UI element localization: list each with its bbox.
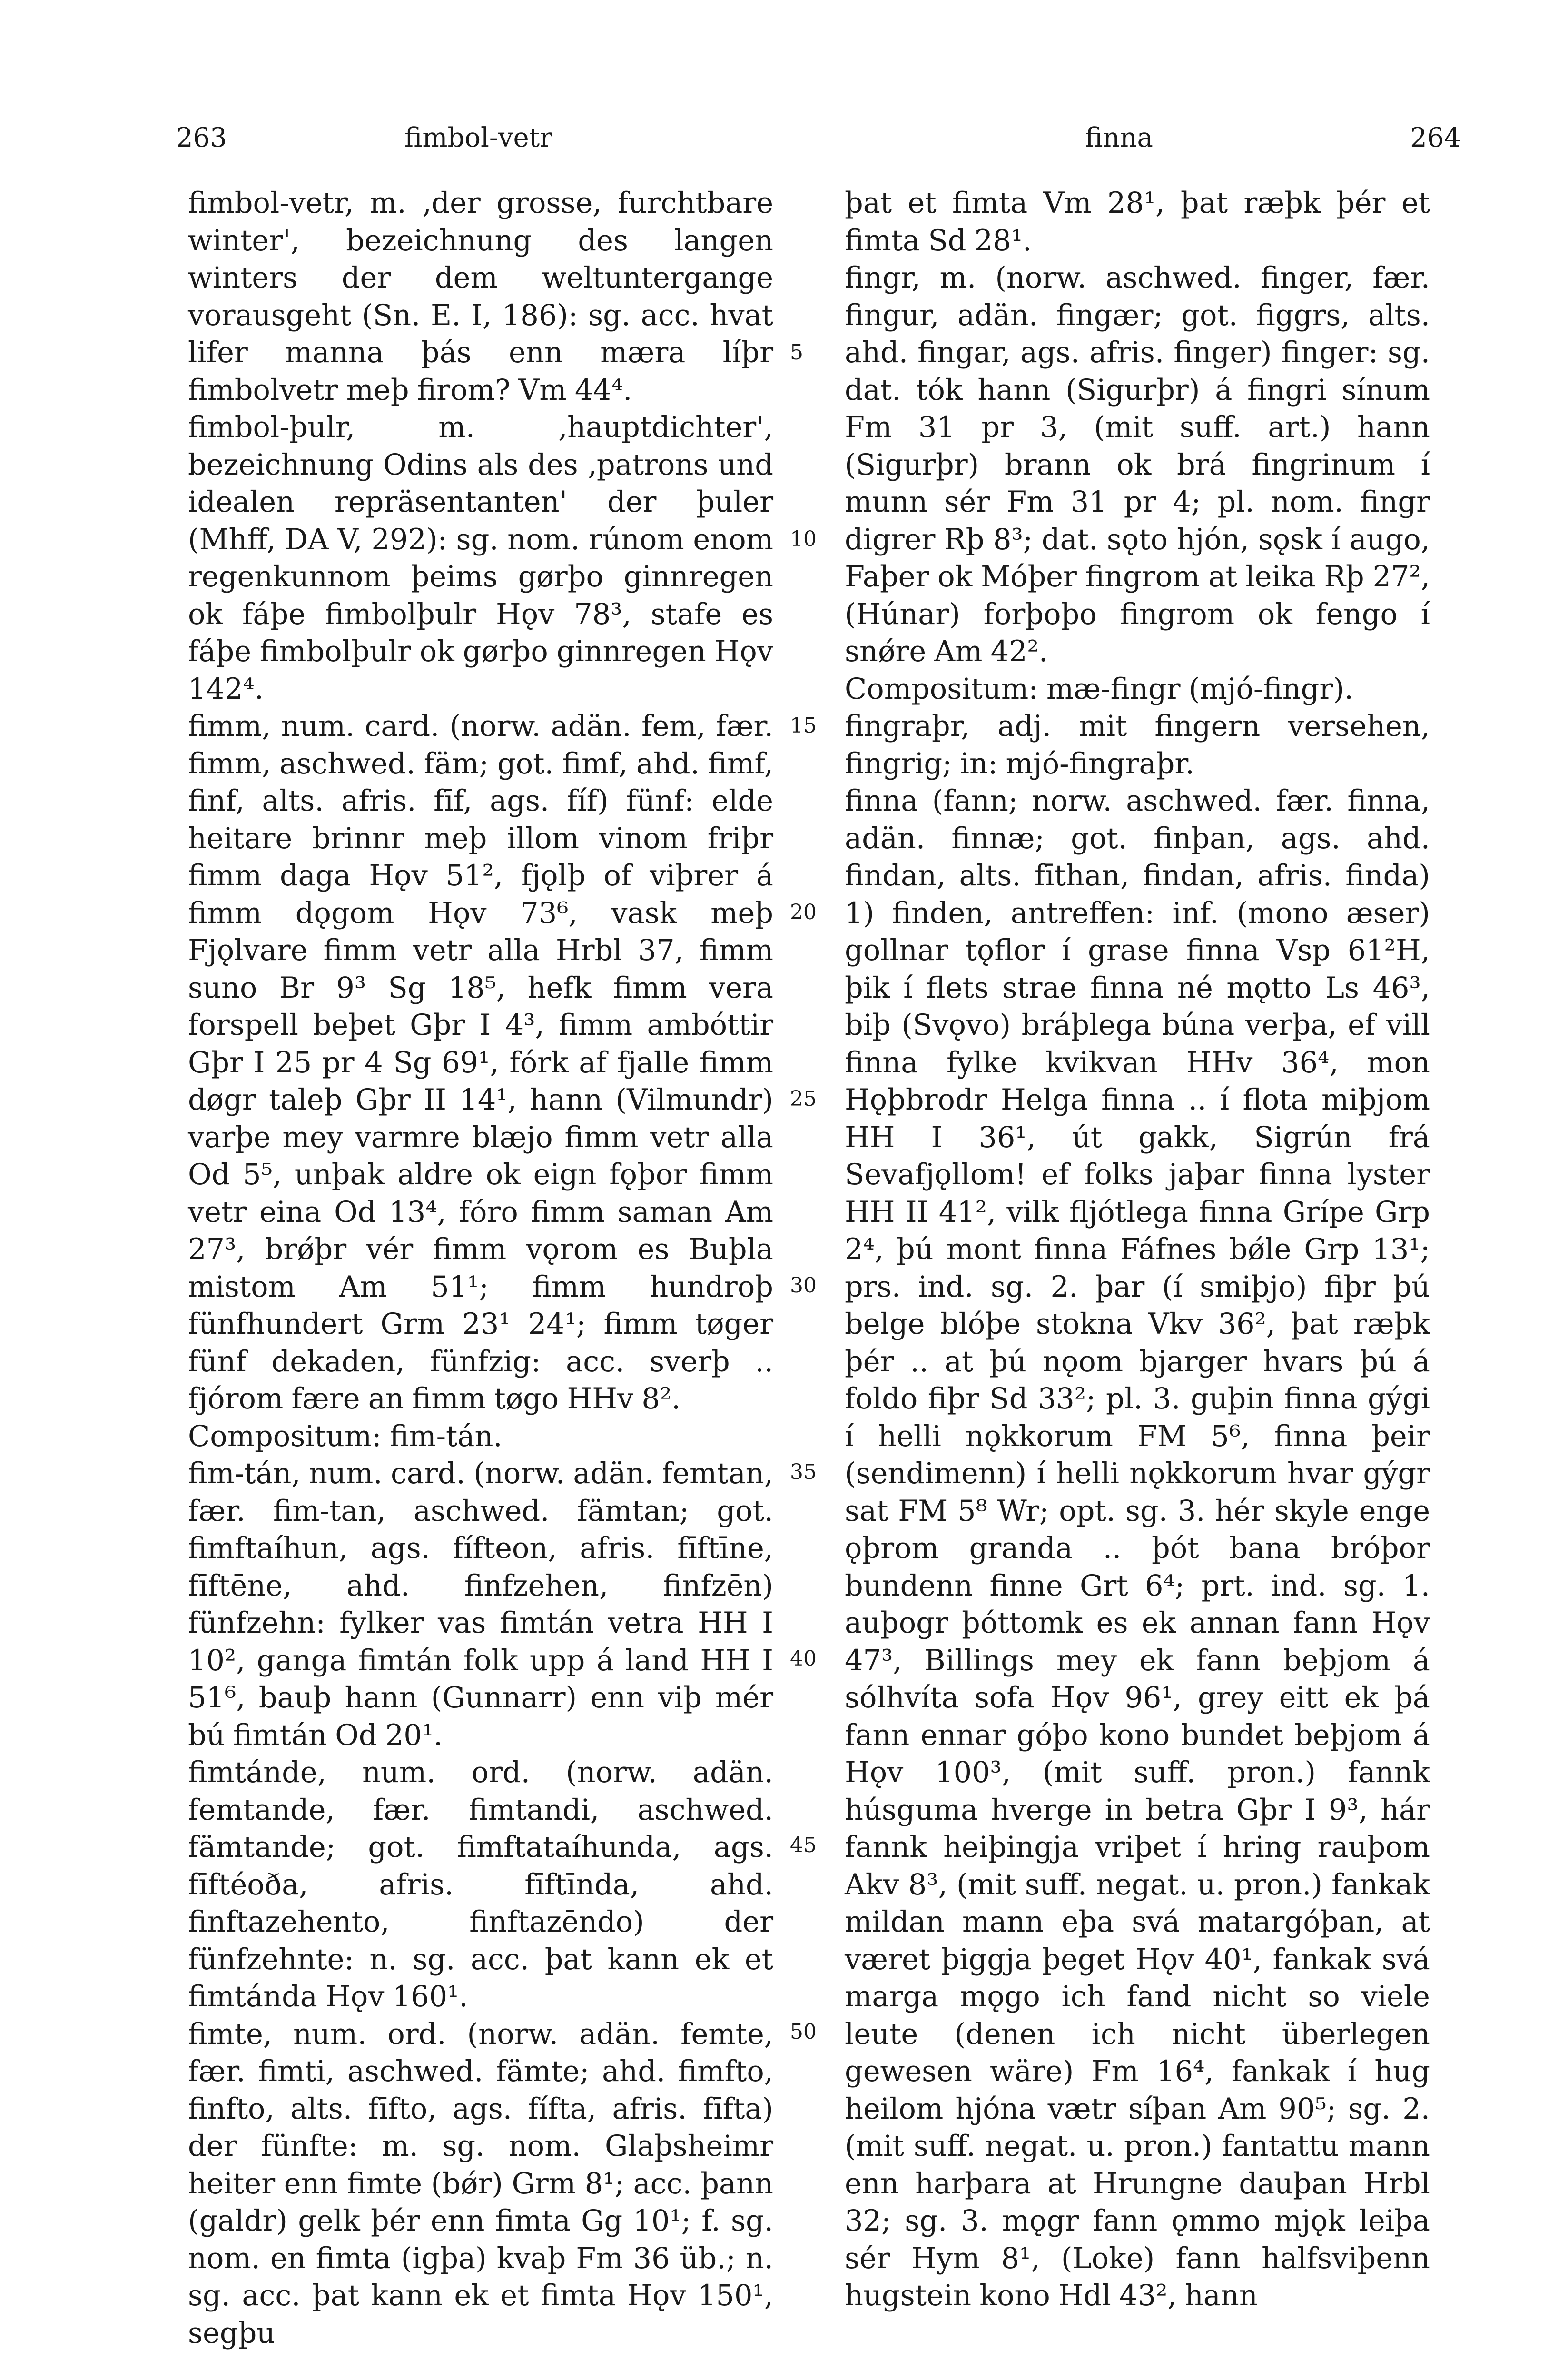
line-number: 50 xyxy=(790,2020,817,2044)
entry-fimm: fimm, num. card. (norw. adän. fem, fær. fimm, aschwed. fäm; got. fimf, ahd. fimf, finf, alts. afris. fīf, ags. fíf) fünf: elde heitare brinnr meþ illom vinom friþr fimm daga Hǫv 51², fjǫlþ of viþrer á fimm dǫgom Hǫv 73⁶, vask meþ Fjǫlvare fimm vetr alla Hrbl 37, fimm suno Br 9³ Sg 18⁵, hefk fimm vera forspell beþet Gþr I 4³, fimm ambóttir Gþr I 25 pr 4 Sg 69¹, fórk af fjalle fimm døgr taleþ Gþr II 14¹, hann (Vilmundr) varþe mey varmre blæjo fimm vetr alla Od 5⁵, unþak aldre ok eign fǫþor fimm vetr eina Od 13⁴, fóro fimm saman Am 27³, brǿþr vér fimm vǫrom es Buþla mistom Am 51¹; fimm hundroþ fünfhundert Grm 23¹ 24¹; fimm tøger fünf dekaden, fünfzig: acc. sverþ .. fjórom fære an fimm tøgo HHv 8². xyxy=(188,710,773,1416)
compositum-fingr: Compositum: mæ-fingr (mjó-fingr). xyxy=(845,672,1354,706)
line-number: 35 xyxy=(790,1460,817,1484)
line-number: 40 xyxy=(790,1646,817,1671)
left-column xyxy=(188,185,773,2352)
line-number: 10 xyxy=(790,527,817,551)
running-headword-right: finna xyxy=(1085,122,1153,153)
entry-fim-tan: fim-tán, num. card. (norw. adän. femtan, fær. fim-tan, aschwed. fämtan; got. fimftaíhun, ags. fífteon, afris. fīftīne, fīftēne, ahd. finfzehen, finfzēn) fünfzehn: fylker vas fimtán vetra HH I 10², ganga fimtán folk upp á land HH I 51⁶, bauþ hann (Gunnarr) enn viþ mér bú fimtán Od 20¹. xyxy=(188,1457,773,1752)
entry-fimbol-vetr: fimbol-vetr, m. ‚der grosse, furchtbare winter', bezeichnung des langen winters der dem weltuntergange vorausgeht (Sn. E. I, 186): sg. acc. hvat lifer manna þás enn mæra líþr fimbolvetr meþ firom? Vm 44⁴. xyxy=(188,187,773,407)
line-number: 20 xyxy=(790,900,817,924)
right-column xyxy=(845,185,1430,2315)
entry-fimtande: fimtánde, num. ord. (norw. adän. femtande, fær. fimtandi, aschwed. fämtande; got. fimftataíhunda, ags. fīftéoða, afris. fīftīnda, ahd. finftazehento, finftazēndo) der fünfzehnte: n. sg. acc. þat kann ek et fimtánda Hǫv 160¹. xyxy=(188,1756,773,2013)
page-number-left: 263 xyxy=(176,122,227,153)
page-number-right: 264 xyxy=(1410,122,1461,153)
entry-finna: finna (fann; norw. aschwed. fær. finna, adän. finnæ; got. finþan, ags. ahd. findan, alts. fīthan, findan, afris. finda) 1) finden, antreffen: inf. (mono æser) gollnar tǫflor í grase finna Vsp 61²H, þik í flets strae finna né mǫtto Ls 46³, biþ (Svǫvo) bráþlega búna verþa, ef vill finna fylke kvikvan HHv 36⁴, mon Hǫþbrodr Helga finna .. í flota miþjom HH I 36¹, út gakk, Sigrún frá Sevafjǫllom! ef folks jaþar finna lyster HH II 41², vilk fljótlega finna Grípe Grp 2⁴, þú mont finna Fáfnes bǿle Grp 13¹; prs. ind. sg. 2. þar (í smiþjo) fiþr þú belge blóþe stokna Vkv 36², þat ræþk þér .. at þú nǫom bjarger hvars þú á foldo fiþr Sd 33²; pl. 3. guþin finna gýgi í helli nǫkkorum FM 5⁶, finna þeir (sendimenn) í helli nǫkkorum hvar gýgr sat FM 5⁸ Wr; opt. sg. 3. hér skyle enge ǫþrom granda .. þót bana bróþor bundenn finne Grt 6⁴; prt. ind. sg. 1. auþogr þóttomk es ek annan fann Hǫv 47³, Billings mey ek fann beþjom á sólhvíta sofa Hǫv 96¹, grey eitt ek þá fann ennar góþo kono bundet beþjom á Hǫv 100³, (mit suff. pron.) fannk húsguma hverge in betra Gþr I 9³, hár fannk heiþingja vriþet í hring rauþom Akv 8³, (mit suff. negat. u. pron.) fankak mildan mann eþa svá matargóþan, at været þiggja þeget Hǫv 40¹, fankak svá marga mǫgo ich fand nicht so viele leute (denen ich nicht überlegen gewesen wäre) Fm 16⁴, fankak í hug heilom hjóna vætr síþan Am 90⁵; sg. 2. (mit suff. negat. u. pron.) fantattu mann enn harþara at Hrungne dauþan Hrbl 32; sg. 3. mǫgr fann ǫmmo mjǫk leiþa sér Hym 8¹, (Loke) fann halfsviþenn hugstein kono Hdl 43², hann xyxy=(845,784,1430,2312)
running-header xyxy=(176,117,1461,159)
line-number: 15 xyxy=(790,714,817,738)
compositum-fimm: Compositum: fim-tán. xyxy=(188,1419,503,1453)
running-headword-left: fimbol-vetr xyxy=(404,122,552,153)
entry-fimbol-thulr: fimbol-þulr, m. ‚hauptdichter', bezeichnung Odins als des ‚patrons und idealen repräsentanten' der þuler (Mhff, DA V, 292): sg. nom. rúnom enom regenkunnom þeims gørþo ginnregen ok fáþe fimbolþulr Hǫv 78³, stafe es fáþe fimbolþulr ok gørþo ginnregen Hǫv 142⁴. xyxy=(188,411,773,706)
line-number: 5 xyxy=(790,340,803,365)
line-number: 25 xyxy=(790,1087,817,1111)
entry-fingrathr: fingraþr, adj. mit fingern versehen, fingrig; in: mjó-fingraþr. xyxy=(845,710,1430,781)
entry-continuation-fimte: þat et fimta Vm 28¹, þat ræþk þér et fimta Sd 28¹. xyxy=(845,187,1430,258)
entry-fimte: fimte, num. ord. (norw. adän. femte, fær. fimti, aschwed. fämte; ahd. fimfto, finfto, alts. fīfto, ags. fífta, afris. fīfta) der fünfte: m. sg. nom. Glaþsheimr heiter enn fimte (bǿr) Grm 8¹; acc. þann (galdr) gelk þér enn fimta Gg 10¹; f. sg. nom. en fimta (igþa) kvaþ Fm 36 üb.; n. sg. acc. þat kann ek et fimta Hǫv 150¹, segþu xyxy=(188,2017,773,2350)
entry-fingr: fingr, m. (norw. aschwed. finger, fær. fingur, adän. fingær; got. figgrs, alts. ahd. fingar, ags. afris. finger) finger: sg. dat. tók hann (Sigurþr) á fingri sínum Fm 31 pr 3, (mit suff. art.) hann (Sigurþr) brann ok brá fingrinum í munn sér Fm 31 pr 4; pl. nom. fingr digrer Rþ 8³; dat. sǫto hjón, sǫsk í augo, Faþer ok Móþer fingrom at leika Rþ 27², (Húnar) forþoþo fingrom ok fengo í snǿre Am 42². xyxy=(845,261,1430,668)
line-number: 45 xyxy=(790,1833,817,1857)
line-number: 30 xyxy=(790,1273,817,1298)
